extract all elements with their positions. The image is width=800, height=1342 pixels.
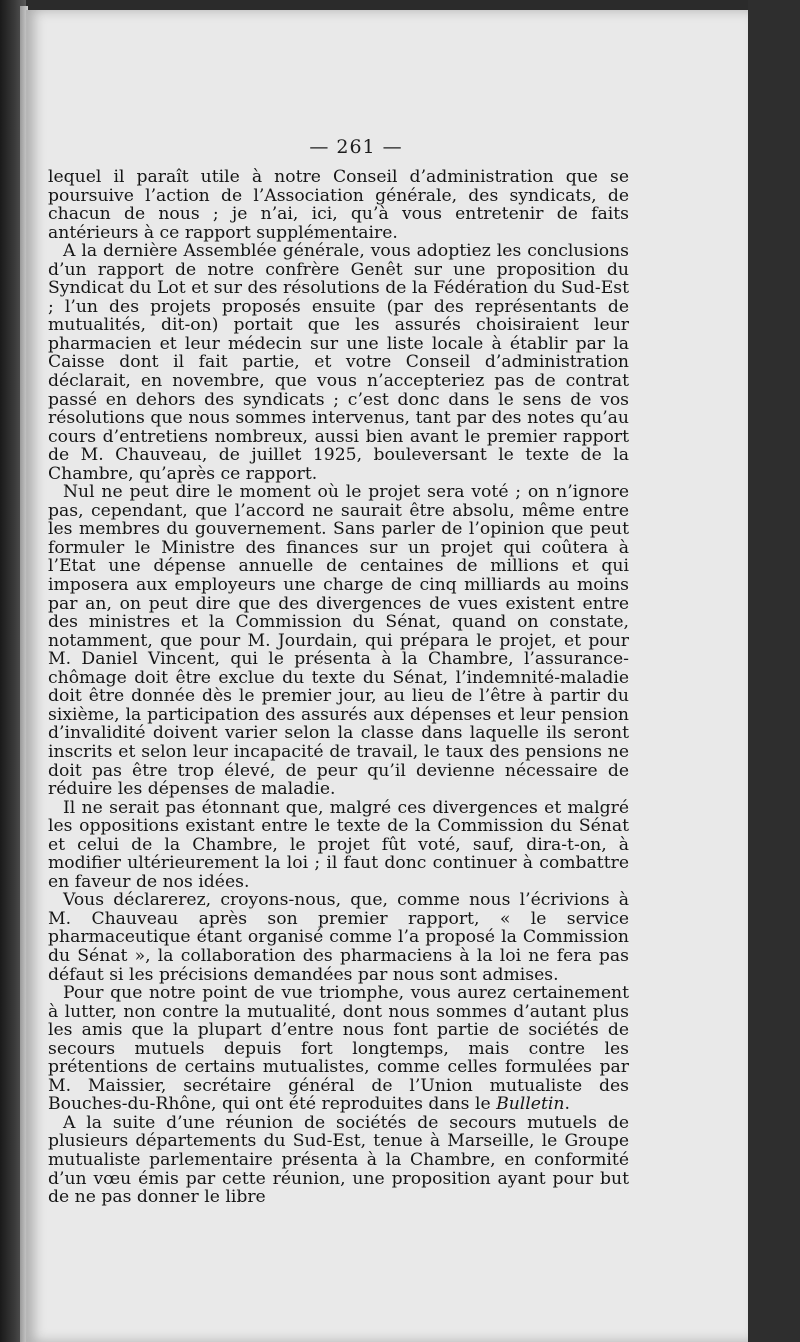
paragraph-1: lequel il paraît utile à notre Conseil d’administration que se poursuive l’action de l’Association générale, des syndicats, de chacun de nous ; je n’ai, ici, qu’à vous entretenir de faits antérieurs à ce rapport supplémentaire. bbox=[48, 167, 629, 243]
paragraph-3: Nul ne peut dire le moment où le projet sera voté ; on n’ignore pas, cependant, que l’accord ne saurait être absolu, même entre les membres du gouvernement. Sans parler de l’opinion que peut formuler le Ministre des finances sur un projet qui coûtera à l’Etat une dépense annuelle de centaines de millions et qui imposera aux employeurs une charge de cinq milliards au moins par an, on peut dire que des divergences de vues existent entre des ministres et la Commission du Sénat, quand on constate, notamment, que pour M. Jourdain, qui prépara le projet, et pour M. Daniel Vincent, qui le présenta à la Chambre, l’assurance-chômage doit être exclue du texte du Sénat, l’indemnité-maladie doit être donnée dès le premier jour, au lieu de l’être à partir du sixième, la participation des assurés aux dépenses et leur pension d’invalidité doivent varier selon la classe dans laquelle ils seront inscrits et selon leur incapacité de travail, le taux des pensions ne doit pas être trop élevé, de peur qu’il devienne nécessaire de réduire les dépenses de maladie. bbox=[48, 482, 629, 800]
bulletin-italic: Bulletin bbox=[496, 1094, 565, 1115]
background-edge bbox=[748, 0, 800, 1342]
paragraph-7: A la suite d’une réunion de sociétés de secours mutuels de plusieurs départements du Sud-Est, tenue à Marseille, le Groupe mutualiste parlementaire présenta à la Chambre, en conformité d’un vœu émis par cette réunion, une proposition ayant pour but de ne pas donner le libre bbox=[48, 1112, 629, 1208]
paragraph-6 bbox=[48, 984, 629, 1114]
paragraph-6-text: Pour que notre point de vue triomphe, vous aurez certainement à lutter, non contre la mutualité, dont nous sommes d’autant plus les amis que la plupart d’entre nous font partie de sociétés de secours mutuels depuis fort longtemps, mais contre les prétentions de certains mutualistes, comme celles formulées par M. Maissier, secrétaire général de l’Union mutualiste des Bouches-du-Rhône, qui ont été reproduites dans le bbox=[48, 983, 629, 1115]
paragraph-6-tail: . bbox=[564, 1094, 570, 1115]
page-number: — 261 — bbox=[309, 136, 403, 158]
paragraph-5: Vous déclarerez, croyons-nous, que, comme nous l’écrivions à M. Chauveau après son premier rapport, « le service pharmaceutique étant organisé comme l’a proposé la Commission du Sénat », la collaboration des pharmaciens à la loi ne fera pas défaut si les précisions demandées par nous sont admises. bbox=[48, 890, 629, 985]
body-text bbox=[48, 168, 629, 1207]
paragraph-2: A la dernière Assemblée générale, vous adoptiez les conclusions d’un rapport de notre confrère Genêt sur une proposition du Syndicat du Lot et sur des résolutions de la Fédération du Sud-Est ; l’un des projets proposés ensuite (par des représentants de mutualités, dit-on) portait que les assurés choisiraient leur pharmacien et leur médecin sur une liste locale à établir par la Caisse dont il fait partie, et votre Conseil d’administration déclarait, en novembre, que vous n’accepteriez pas de contrat passé en dehors des syndicats ; c’est donc dans le sens de vos résolutions que nous sommes intervenus, tant par des notes qu’au cours d’entretiens nombreux, aussi bien avant le premier rapport de M. Chauveau, de juillet 1925, bouleversant le texte de la Chambre, qu’après ce rapport. bbox=[48, 241, 629, 484]
book-page bbox=[26, 10, 748, 1342]
paragraph-4: Il ne serait pas étonnant que, malgré ces divergences et malgré les oppositions existant entre le texte de la Commission du Sénat et celui de la Chambre, le projet fût voté, sauf, dira-t-on, à modifier ultérieurement la loi ; il faut donc continuer à combattre en faveur de nos idées. bbox=[48, 797, 629, 892]
